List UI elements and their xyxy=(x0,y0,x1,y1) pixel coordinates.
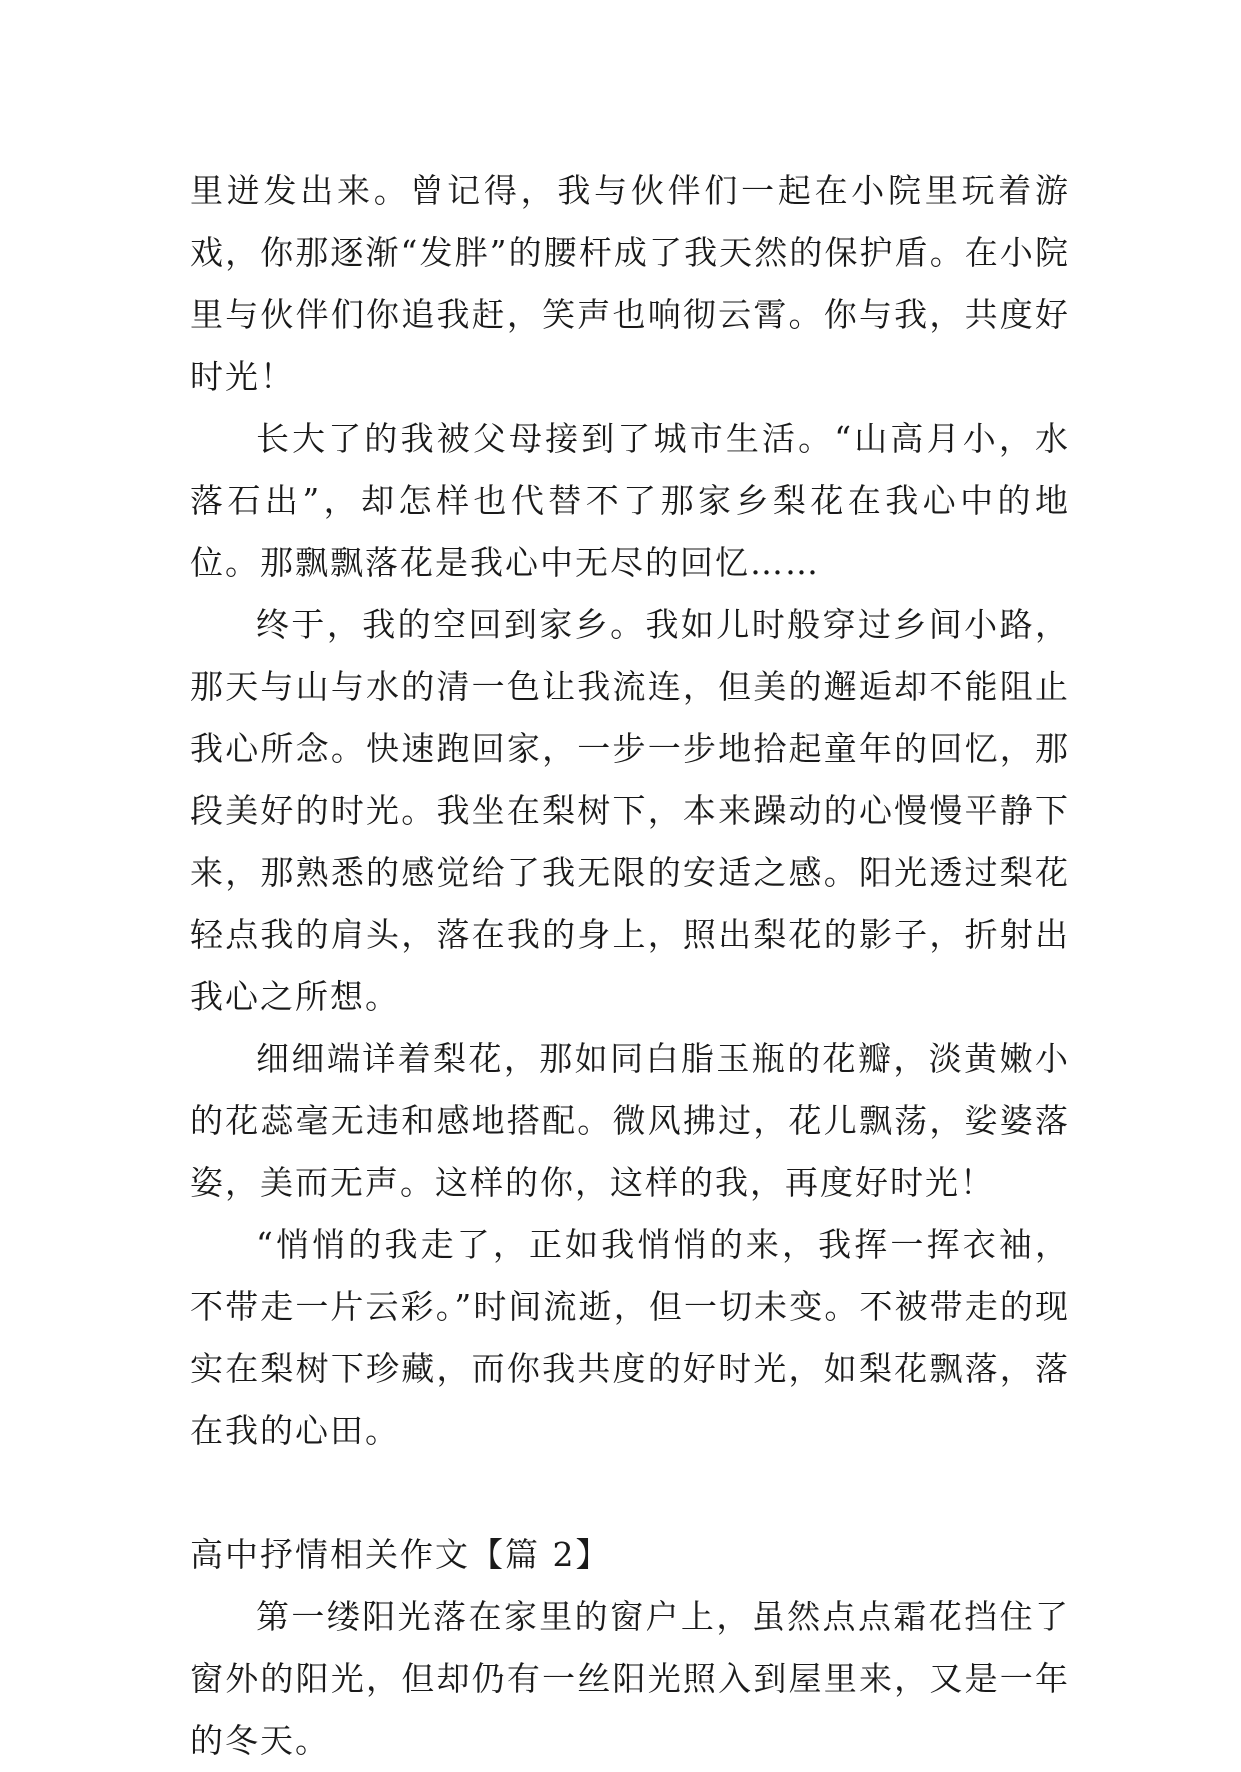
paragraph: 第一缕阳光落在家里的窗户上，虽然点点霜花挡住了窗外的阳光，但却仍有一丝阳光照入到屋里来，又是一年的冬天。 xyxy=(190,1597,1070,1760)
paragraph-continuation: 里迸发出来。曾记得，我与伙伴们一起在小院里玩着游戏，你那逐渐“发胖”的腰杆成了我天然的保护盾。在小院里与伙伴们你追我赶，笑声也响彻云霄。你与我，共度好时光！ xyxy=(190,171,1070,396)
paragraph: 终于，我的空回到家乡。我如儿时般穿过乡间小路，那天与山与水的清一色让我流连，但美的邂逅却不能阻止我心所念。快速跑回家，一步一步地拾起童年的回忆，那段美好的时光。我坐在梨树下，本来躁动的心慢慢平静下来，那熟悉的感觉给了我无限的安适之感。阳光透过梨花轻点我的肩头，落在我的身上，照出梨花的影子，折射出我心之所想。 xyxy=(190,605,1070,1016)
paragraph: 细细端详着梨花，那如同白脂玉瓶的花瓣，淡黄嫩小的花蕊毫无违和感地搭配。微风拂过，花儿飘荡，娑婆落姿，美而无声。这样的你，这样的我，再度好时光！ xyxy=(190,1039,1070,1202)
section-spacer xyxy=(190,1462,1070,1524)
document-body xyxy=(190,160,1070,1772)
paragraph: 长大了的我被父母接到了城市生活。“山高月小，水落石出”，却怎样也代替不了那家乡梨花在我心中的地位。那飘飘落花是我心中无尽的回忆…… xyxy=(190,419,1070,582)
paragraph: “悄悄的我走了，正如我悄悄的来，我挥一挥衣袖，不带走一片云彩。”时间流逝，但一切未变。不被带走的现实在梨树下珍藏，而你我共度的好时光，如梨花飘落，落在我的心田。 xyxy=(190,1225,1070,1450)
section-heading: 高中抒情相关作文【篇 2】 xyxy=(190,1535,611,1574)
